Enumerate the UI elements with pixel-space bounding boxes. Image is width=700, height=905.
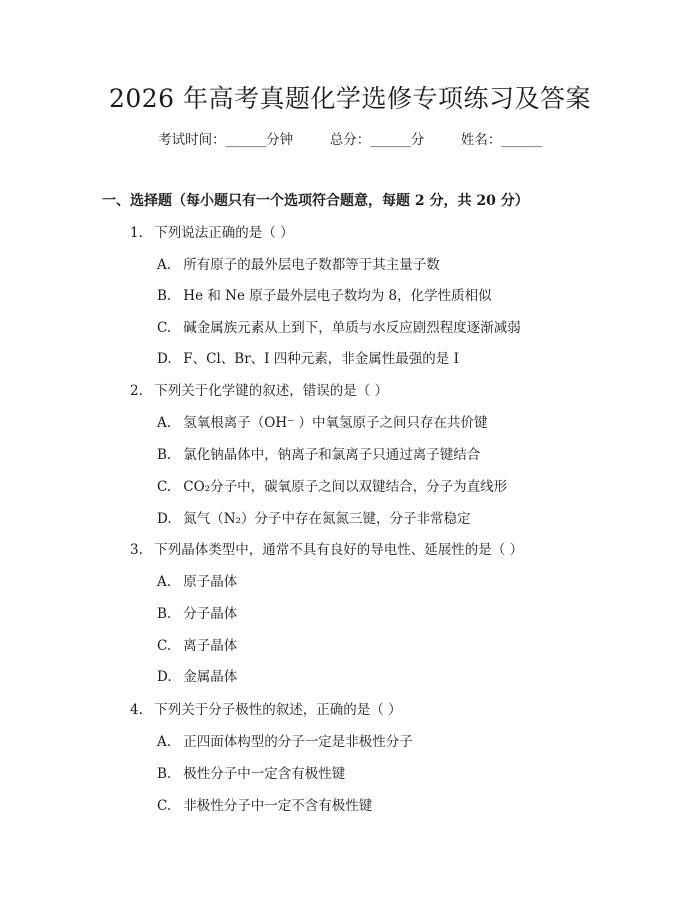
- question-number: 4.: [130, 702, 143, 718]
- question-4-option-b: [157, 764, 345, 784]
- question-1-stem: [130, 223, 294, 243]
- option-text: 氢氧根离子（OH⁻ ）中氧氢原子之间只存在共价键: [183, 415, 488, 431]
- option-text: 所有原子的最外层电子数都等于其主量子数: [183, 257, 440, 273]
- question-4-option-c: [157, 796, 372, 816]
- option-letter: D.: [157, 351, 172, 367]
- question-text: 下列关于分子极性的叙述，正确的是（ ）: [154, 702, 402, 718]
- question-1-option-b: [157, 286, 492, 306]
- option-text: 原子晶体: [183, 574, 238, 590]
- question-text: 下列晶体类型中，通常不具有良好的导电性、延展性的是（ ）: [154, 542, 524, 558]
- question-number: 3.: [130, 542, 143, 558]
- option-letter: C.: [157, 479, 172, 495]
- question-1-option-c: [157, 318, 521, 338]
- question-3-option-b: [157, 604, 237, 624]
- option-letter: C.: [157, 638, 172, 654]
- question-1-option-a: [157, 255, 440, 275]
- question-3-option-d: [157, 667, 237, 687]
- option-text: He 和 Ne 原子最外层电子数均为 8，化学性质相似: [183, 288, 492, 304]
- question-2-option-c: [157, 477, 507, 497]
- exam-title: 2026 年高考真题化学选修专项练习及答案: [108, 84, 592, 113]
- question-2-option-b: [157, 445, 480, 465]
- question-2-option-a: [157, 413, 488, 433]
- question-text: 下列说法正确的是（ ）: [154, 225, 294, 241]
- question-2-option-d: [157, 509, 471, 529]
- question-1-option-d: [157, 349, 459, 369]
- exam-time-label: 考试时间：______分钟: [158, 132, 294, 148]
- question-2-stem: [130, 381, 388, 401]
- option-text: 氯化钠晶体中，钠离子和氯离子只通过离子键结合: [183, 447, 481, 463]
- question-4-stem: [130, 700, 402, 720]
- option-letter: A.: [157, 734, 172, 750]
- option-text: 离子晶体: [183, 638, 238, 654]
- exam-info: [0, 130, 700, 150]
- option-text: 正四面体构型的分子一定是非极性分子: [183, 734, 413, 750]
- question-text: 下列关于化学键的叙述，错误的是（ ）: [154, 383, 389, 399]
- question-3-stem: [130, 540, 523, 560]
- student-name-label: 姓名：______: [460, 132, 542, 148]
- option-text: 金属晶体: [183, 669, 238, 685]
- option-text: 氮气（N₂）分子中存在氮氮三键，分子非常稳定: [183, 511, 471, 527]
- option-text: 碱金属族元素从上到下，单质与水反应剧烈程度逐渐减弱: [183, 320, 521, 336]
- option-letter: D.: [157, 511, 172, 527]
- section-title: 一、选择题（每小题只有一个选项符合题意，每题 2 分，共 20 分）: [102, 193, 529, 209]
- option-letter: B.: [157, 288, 172, 304]
- option-text: F、Cl、Br、I 四种元素，非金属性最强的是 I: [183, 351, 459, 367]
- option-letter: C.: [157, 320, 172, 336]
- option-letter: A.: [157, 415, 172, 431]
- option-text: CO₂分子中，碳氧原子之间以双键结合，分子为直线形: [183, 479, 508, 495]
- question-3-option-a: [157, 572, 237, 592]
- option-letter: A.: [157, 574, 172, 590]
- option-letter: B.: [157, 606, 172, 622]
- question-number: 2.: [130, 383, 143, 399]
- question-4-option-a: [157, 732, 413, 752]
- question-number: 1.: [130, 225, 143, 241]
- option-letter: B.: [157, 766, 172, 782]
- option-letter: B.: [157, 447, 172, 463]
- option-text: 分子晶体: [183, 606, 238, 622]
- question-3-option-c: [157, 636, 237, 656]
- total-score-label: 总分：______分: [329, 132, 425, 148]
- option-text: 非极性分子中一定不含有极性键: [183, 798, 373, 814]
- option-letter: A.: [157, 257, 172, 273]
- option-letter: D.: [157, 669, 172, 685]
- option-text: 极性分子中一定含有极性键: [183, 766, 346, 782]
- option-letter: C.: [157, 798, 172, 814]
